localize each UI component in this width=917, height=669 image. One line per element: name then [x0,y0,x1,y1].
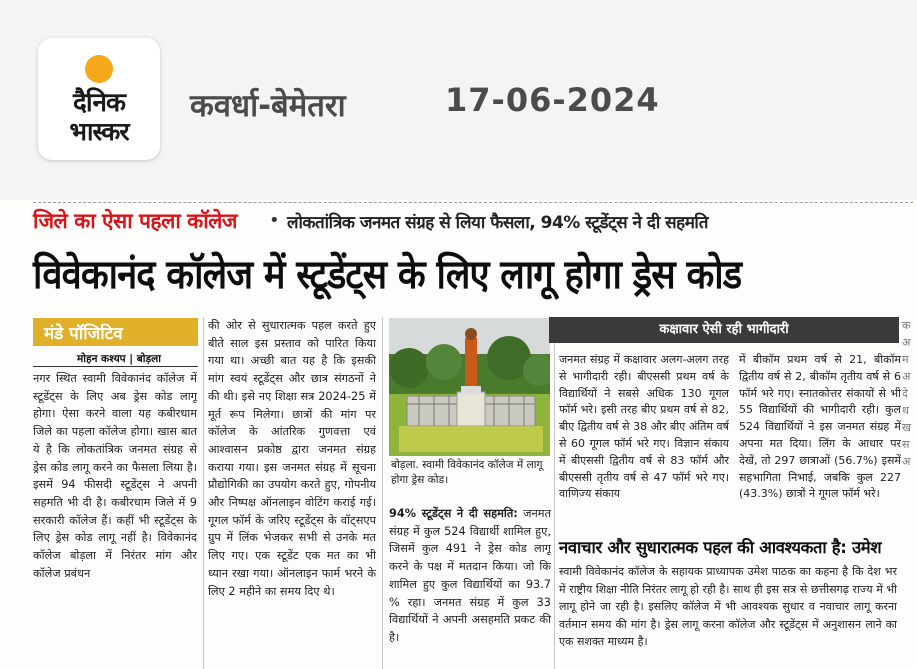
column-divider [554,317,555,669]
column-3-lead: 94% स्टूडेंट्स ने दी सहमति: [389,507,518,520]
photo-caption: बोड़ला. स्वामी विवेकानंद कॉलेज में लागू होगा ड्रेस कोड। [391,459,543,487]
sun-icon [85,55,113,83]
edition-name: कवर्धा-बेमेतरा [190,88,346,124]
participation-box-title: कक्षावार ऐसी रही भागीदारी [549,317,899,343]
newspaper-clipping [0,200,917,669]
logo-word-dainik: दैनिक [73,88,125,118]
edge-fragment: अ [902,370,911,383]
body-column-3 [389,505,551,669]
adjacent-article-edge [902,317,917,669]
participation-column-1: जनमत संग्रह में कक्षावार अलग-अलग तरह से भागीदारी रही। बीएससी प्रथम वर्ष के विद्यार्थियों ने सबसे अधिक 130 गूगल फॉर्म भरे। इसी तरह बीए प्रथम वर्ष से 82, बीए द्वितीय वर्ष से 38 और बीए अंतिम वर्ष से 60 गूगल फॉर्म भरे गए। विज्ञान संकाय में बीएससी द्वितीय वर्ष से 83 फॉर्म और बीएससी तृतीय वर्ष से 47 फॉर्म भरे गए। वाणिज्य संकाय [559,353,729,501]
college-statue-photo [389,318,550,456]
edge-fragment: म [902,353,909,366]
column-divider [203,317,204,669]
top-divider [33,202,913,203]
body-column-quote: स्वामी विवेकानंद कॉलेज के सहायक प्राध्यापक उमेश पाठक का कहना है कि देश भर में राष्ट्रीय शिक्षा नीति निरंतर लागू हो रही है। साथ ही इस सत्र से छत्तीसगढ़ राज्य में भी लागू होने जा रही है। इसलिए कॉलेज में भी आवश्यक सुधार व नवाचार लागू करना वर्तमान समय की मांग है। ड्रेस लागू करना कॉलेज और स्टूडेंट्स में अनुशासन लाने का एक सशक्त माध्यम है। [559,565,897,648]
column-3-text: जनमत संग्रह में कुल 524 विद्यार्थी शामिल हुए, जिसमें कुल 491 ने ड्रेस कोड लागू करने के पक्ष में मतदान किया। जो कि शामिल हुए कुल विद्यार्थियों का 93.7 % रहा। जनमत संग्रह में कुल 33 विद्यार्थियों ने अपनी असहमति प्रकट की है। [389,507,551,644]
participation-column-2: में बीकॉम प्रथम वर्ष से 21, बीकॉम द्वितीय वर्ष से 2, बीकॉम तृतीय वर्ष से 6 फॉर्म भरे गए। स्नातकोत्तर संकायों से भी 55 विद्यार्थियों की भागीदारी रही। कुल 524 विद्यार्थियों ने इस जनमत संग्रह में अपना मत दिया। लिंग के आधार पर देखें, तो 297 छात्राओं (56.7%) इसमें सहभागिता निभाई, जबकि कुल 227 (43.3%) छात्रों ने गूगल फॉर्म भरे। [739,353,901,501]
column-divider [382,317,383,669]
subheading: नवाचार और सुधारात्मक पहल की आवश्यकता है: उमेश [559,538,882,557]
logo-word-bhaskar: भास्कर [69,117,129,146]
headline: विवेकानंद कॉलेज में स्टूडेंट्स के लिए लागू होगा ड्रेस कोड [33,252,742,298]
bullet-icon: • [269,210,280,231]
kicker-text: लोकतांत्रिक जनमत संग्रह से लिया फैसला, 94% स्टूडेंट्स ने दी सहमति [287,213,708,233]
body-column-1: नगर स्थित स्वामी विवेकानंद कॉलेज में स्टूडेंट्स के लिए अब ड्रेस कोड लागू होगा। ऐसा करने वाला यह कबीरधाम जिले का पहला कॉलेज होगा। खास बात ये है कि लोकतांत्रिक जनमत संग्रह से ड्रेस कोड लागू करने का फैसला लिया है। इसमें 94 फीसदी स्टूडेंट्स ने अपनी सहमति भी दी है। कबीरधाम जिले में 9 सरकारी कॉलेज हैं। कहीं भी स्टूडेंट्स के लिए ड्रेस कोड लागू नहीं है। विवेकानंद कॉलेज बोड़ला में निरंतर मांग और कॉलेज प्रबंधन [33,372,197,580]
edge-fragment: ख [902,421,911,434]
edge-fragment: अ [902,336,911,349]
photo-illustration [389,318,550,456]
page-header [0,0,917,200]
edge-fragment: अ [902,455,911,468]
body-column-2: की ओर से सुधारात्मक पहल करते हुए बीते साल इस प्रस्ताव को पारित किया गया था। अच्छी बात यह है कि इसकी मांग स्वयं स्टूडेंट्स और छात्र संगठनों ने की थी। इसे नए शिक्षा सत्र 2024-25 में मूर्त रूप मिलेगा। छात्रों की मांग पर कॉलेज के आंतरिक गुणवत्ता एवं आश्वासन प्रकोष्ठ द्वारा जनमत संग्रह कराया गया। इस जनमत संग्रह में सूचना प्रौद्योगिकी का उपयोग करते हुए, गोपनीय और निष्पक्ष ऑनलाइन वोटिंग कराई गई। गूगल फॉर्म के जरिए स्टूडेंट्स के वॉट्सएप ग्रुप में लिंक भेजकर सभी से उनके मत लिए गए। एक स्टूडेंट एक मत का भी ध्यान रखा गया। ऑनलाइन फार्म भरने के लिए 2 महीने का समय दिए थे। [208,319,376,598]
kicker-label: जिले का ऐसा पहला कॉलेज [33,209,237,233]
edge-fragment: थ [902,404,910,417]
byline: मोहन कश्यप | बोड़ला [77,353,161,365]
dainik-bhaskar-logo [38,38,160,160]
section-banner-label: मंडे पॉजिटिव [44,324,123,344]
edge-fragment: दे [902,387,908,400]
edge-fragment: स [902,438,910,451]
byline-divider [33,366,198,367]
edition-date: 17-06-2024 [445,81,660,119]
edge-fragment: क [902,319,911,332]
